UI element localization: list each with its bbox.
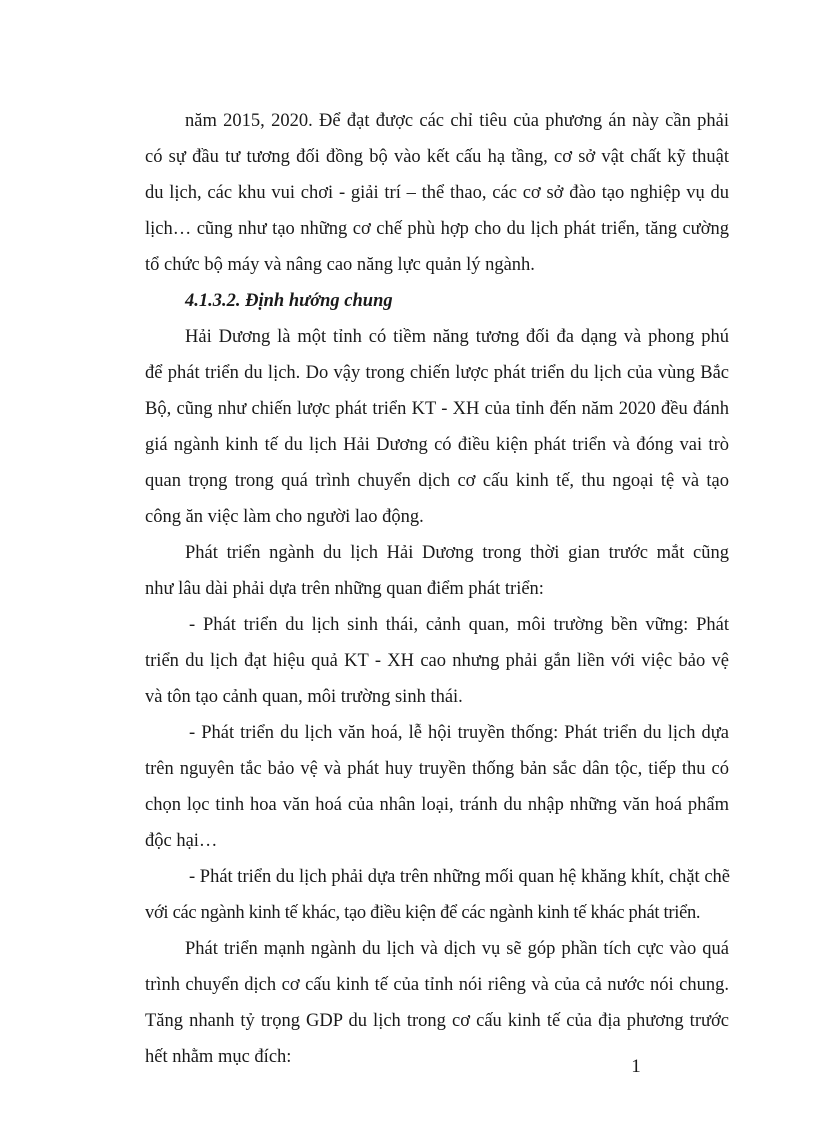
section-heading: 4.1.3.2. Định hướng chung — [185, 291, 393, 311]
paragraph-1-line-3: du lịch, các khu vui chơi - giải trí – thể thao, các cơ sở đào tạo nghiệp vụ du — [145, 183, 729, 203]
bullet-3-line-1: - Phát triển du lịch phải dựa trên những mối quan hệ khăng khít, chặt chẽ — [189, 867, 730, 887]
paragraph-4-line-1: Phát triển mạnh ngành du lịch và dịch vụ sẽ góp phần tích cực vào quá — [185, 939, 729, 959]
paragraph-1-line-1: năm 2015, 2020. Để đạt được các chỉ tiêu của phương án này cần phải — [185, 111, 729, 131]
bullet-1-line-3: và tôn tạo cảnh quan, môi trường sinh thái. — [145, 687, 463, 707]
paragraph-3-line-2: như lâu dài phải dựa trên những quan điểm phát triển: — [145, 579, 544, 599]
paragraph-1-line-5: tổ chức bộ máy và nâng cao năng lực quản lý ngành. — [145, 255, 535, 275]
bullet-1-line-2: triển du lịch đạt hiệu quả KT - XH cao nhưng phải gắn liền với việc bảo vệ — [145, 651, 729, 671]
paragraph-2-line-4: giá ngành kinh tế du lịch Hải Dương có điều kiện phát triển và đóng vai trò — [145, 435, 729, 455]
bullet-2-line-2: trên nguyên tắc bảo vệ và phát huy truyền thống bản sắc dân tộc, tiếp thu có — [145, 759, 729, 779]
paragraph-1-line-4: lịch… cũng như tạo những cơ chế phù hợp cho du lịch phát triển, tăng cường — [145, 219, 729, 239]
paragraph-4-line-4: hết nhằm mục đích: — [145, 1047, 292, 1067]
paragraph-2-line-2: để phát triển du lịch. Do vậy trong chiến lược phát triển du lịch của vùng Bắc — [145, 363, 729, 383]
paragraph-3-line-1: Phát triển ngành du lịch Hải Dương trong thời gian trước mắt cũng — [185, 543, 729, 563]
bullet-1-line-1: - Phát triển du lịch sinh thái, cảnh quan, môi trường bền vững: Phát — [189, 615, 729, 635]
paragraph-4-line-3: Tăng nhanh tỷ trọng GDP du lịch trong cơ cấu kinh tế của địa phương trước — [145, 1011, 729, 1031]
bullet-3-line-2: với các ngành kinh tế khác, tạo điều kiện để các ngành kinh tế khác phát triển. — [145, 903, 701, 923]
paragraph-2-line-3: Bộ, cũng như chiến lược phát triển KT - XH của tỉnh đến năm 2020 đều đánh — [145, 399, 729, 419]
paragraph-4-line-2: trình chuyển dịch cơ cấu kinh tế của tỉnh nói riêng và của cả nước nói chung. — [145, 975, 729, 995]
bullet-2-line-4: độc hại… — [145, 831, 218, 851]
bullet-2-line-3: chọn lọc tinh hoa văn hoá của nhân loại, tránh du nhập những văn hoá phẩm — [145, 795, 729, 815]
paragraph-2-line-6: công ăn việc làm cho người lao động. — [145, 507, 424, 527]
paragraph-2-line-1: Hải Dương là một tỉnh có tiềm năng tương đối đa dạng và phong phú — [185, 327, 729, 347]
paragraph-1-line-2: có sự đầu tư tương đối đồng bộ vào kết cấu hạ tầng, cơ sở vật chất kỹ thuật — [145, 147, 729, 167]
paragraph-2-line-5: quan trọng trong quá trình chuyển dịch cơ cấu kinh tế, thu ngoại tệ và tạo — [145, 471, 729, 491]
bullet-2-line-1: - Phát triển du lịch văn hoá, lễ hội truyền thống: Phát triển du lịch dựa — [189, 723, 729, 743]
page-number: 1 — [631, 1056, 641, 1077]
